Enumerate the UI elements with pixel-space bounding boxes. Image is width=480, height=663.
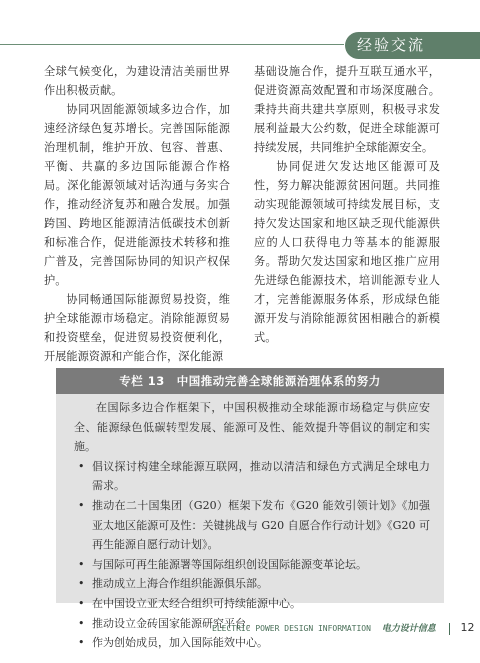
list-item: • 推动设立金砖国家能源研究平台。: [74, 614, 430, 634]
box-title: 专栏 13 中国推动完善全球能源治理体系的努力: [56, 368, 444, 394]
list-item: • 作为创始成员，加入国际能效中心。: [74, 633, 430, 653]
box-intro: 在国际多边合作框架下，中国积极推动全球能源市场稳定与供应安全、能源绿色低碳转型发展、能源可及性、能效提升等倡议的制定和实施。: [74, 401, 430, 454]
left-column: [44, 62, 230, 366]
footer-divider: [449, 623, 450, 635]
bullet-icon: •: [78, 577, 85, 591]
box-body: [74, 398, 430, 653]
section-tag: 经验交流: [345, 32, 480, 59]
header-rule: [0, 44, 344, 45]
bullet-icon: •: [78, 616, 85, 630]
bullet-icon: •: [78, 459, 85, 473]
right-column: [254, 62, 440, 347]
paragraph: 基础设施合作，提升互联互通水平，促进资源高效配置和市场深度融合。秉持共商共建共享原则，积极寻求发展利益最大公约数，促进全球能源可持续发展，共同维护全球能源安全。: [254, 65, 440, 154]
list-item: • 在中国设立亚太经合组织可持续能源中心。: [74, 594, 430, 614]
paragraph: 协同巩固能源领域多边合作，加速经济绿色复苏增长。完善国际能源治理机制，维护开放、包容、普惠、平衡、共赢的多边国际能源合作格局。深化能源领域对话沟通与务实合作，推动经济复苏和融合发展。加强跨国、跨地区能源清洁低碳技术创新和标准合作，促进能源技术转移和推广普及，完善国际协同的知识产权保护。: [44, 103, 230, 287]
list-item: • 与国际可再生能源署等国际组织创设国际能源变革论坛。: [74, 555, 430, 575]
paragraph: 全球气候变化，为建设清洁美丽世界作出积极贡献。: [44, 65, 230, 97]
journal-name-cn: 电力设计信息: [381, 624, 436, 634]
paragraph: 协同畅通国际能源贸易投资，维护全球能源市场稳定。消除能源贸易和投资壁垒，促进贸易投资便利化，开展能源资源和产能合作，深化能源: [44, 293, 230, 363]
journal-name-en: ELECTRIC POWER DESIGN INFORMATION: [212, 624, 371, 633]
paragraph: 协同促进欠发达地区能源可及性，努力解决能源贫困问题。共同推动实现能源领域可持续发展目标，支持欠发达国家和地区缺乏现代能源供应的人口获得电力等基本的能源服务。帮助欠发达国家和地区推广应用先进绿色能源技术，培训能源专业人才，完善能源服务体系，形成绿色能源开发与消除能源贫困相融合的新模式。: [254, 160, 440, 344]
bullet-icon: •: [78, 636, 85, 650]
page-number: 12: [460, 621, 475, 634]
bullet-icon: •: [78, 557, 85, 571]
list-item: • 推动在二十国集团（G20）框架下发布《G20 能效引领计划》《加强亚太地区能源可及性：关键挑战与 G20 自愿合作行动计划》《G20 可再生能源自愿行动计划》。: [74, 496, 430, 555]
page-footer: [212, 618, 480, 638]
list-item: • 倡议探讨构建全球能源互联网，推动以清洁和绿色方式满足全球电力需求。: [74, 457, 430, 496]
list-item: • 推动成立上海合作组织能源俱乐部。: [74, 574, 430, 594]
bullet-icon: •: [78, 498, 85, 512]
bullet-icon: •: [78, 596, 85, 610]
